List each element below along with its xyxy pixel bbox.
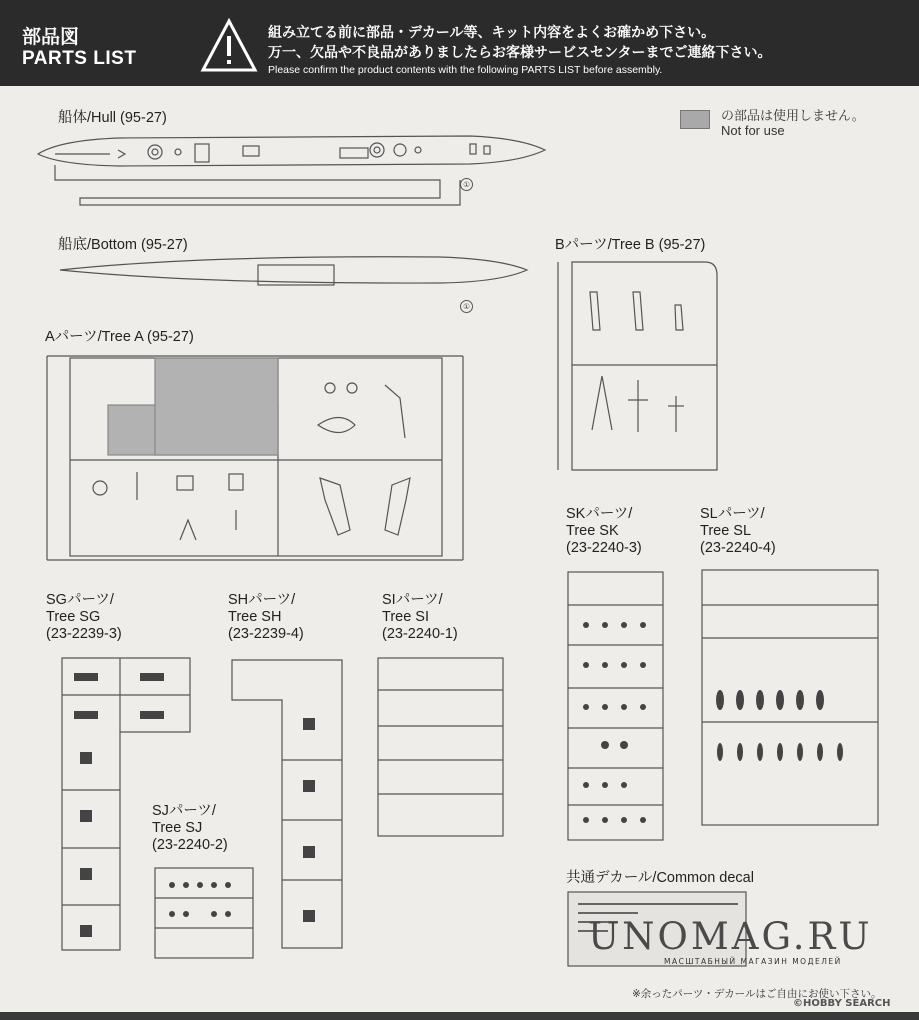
bottom-band bbox=[0, 1012, 919, 1020]
bottom-label: 船底/Bottom (95-27) bbox=[58, 237, 188, 253]
tree-sk-label: SKパーツ/ Tree SK (23-2240-3) bbox=[566, 506, 642, 556]
tree-b-label: Bパーツ/Tree B (95-27) bbox=[555, 237, 706, 253]
hull-label: 船体/Hull (95-27) bbox=[58, 110, 167, 126]
tree-sj-label: SJパーツ/ Tree SJ (23-2240-2) bbox=[152, 803, 228, 853]
decal-label: 共通デカール/Common decal bbox=[566, 870, 754, 886]
part-number: ① bbox=[460, 300, 473, 313]
hull-part bbox=[38, 136, 545, 205]
tree-a-label: Aパーツ/Tree A (95-27) bbox=[45, 329, 194, 345]
watermark: UNOMAG.RU bbox=[588, 915, 873, 958]
tree-b bbox=[558, 262, 717, 470]
watermark-sub: МАСШТАБНЫЙ МАГАЗИН МОДЕЛЕЙ bbox=[664, 957, 842, 966]
title-jp: 部品図 bbox=[22, 26, 80, 48]
footer-note: ※余ったパーツ・デカールはご自由にお使い下さい。 bbox=[632, 988, 882, 1000]
tree-si bbox=[378, 658, 503, 836]
legend-en: Not for use bbox=[721, 123, 785, 138]
tree-sg bbox=[62, 658, 190, 950]
legend-jp: の部品は使用しません。 bbox=[721, 108, 865, 123]
tree-sk bbox=[568, 572, 663, 840]
tree-si-label: SIパーツ/ Tree SI (23-2240-1) bbox=[382, 592, 458, 642]
title-en: PARTS LIST bbox=[22, 48, 137, 69]
warning-en: Please confirm the product contents with the following PARTS LIST before assembly. bbox=[268, 64, 663, 76]
tree-sg-label: SGパーツ/ Tree SG (23-2239-3) bbox=[46, 592, 122, 642]
tree-a bbox=[47, 356, 463, 560]
tree-sl-label: SLパーツ/ Tree SL (23-2240-4) bbox=[700, 506, 776, 556]
tree-sh bbox=[232, 660, 342, 948]
site-credit: ©HOBBY SEARCH bbox=[793, 998, 891, 1009]
tree-sh-label: SHパーツ/ Tree SH (23-2239-4) bbox=[228, 592, 304, 642]
warning-jp-line1: 組み立てる前に部品・デカール等、キット内容をよくお確かめ下さい。 bbox=[268, 25, 716, 41]
part-number: ① bbox=[460, 178, 473, 191]
tree-sl bbox=[702, 570, 878, 825]
bottom-part bbox=[60, 257, 527, 285]
warning-jp-line2: 万一、欠品や不良品がありましたらお客様サービスセンターまでご連絡下さい。 bbox=[268, 45, 772, 61]
